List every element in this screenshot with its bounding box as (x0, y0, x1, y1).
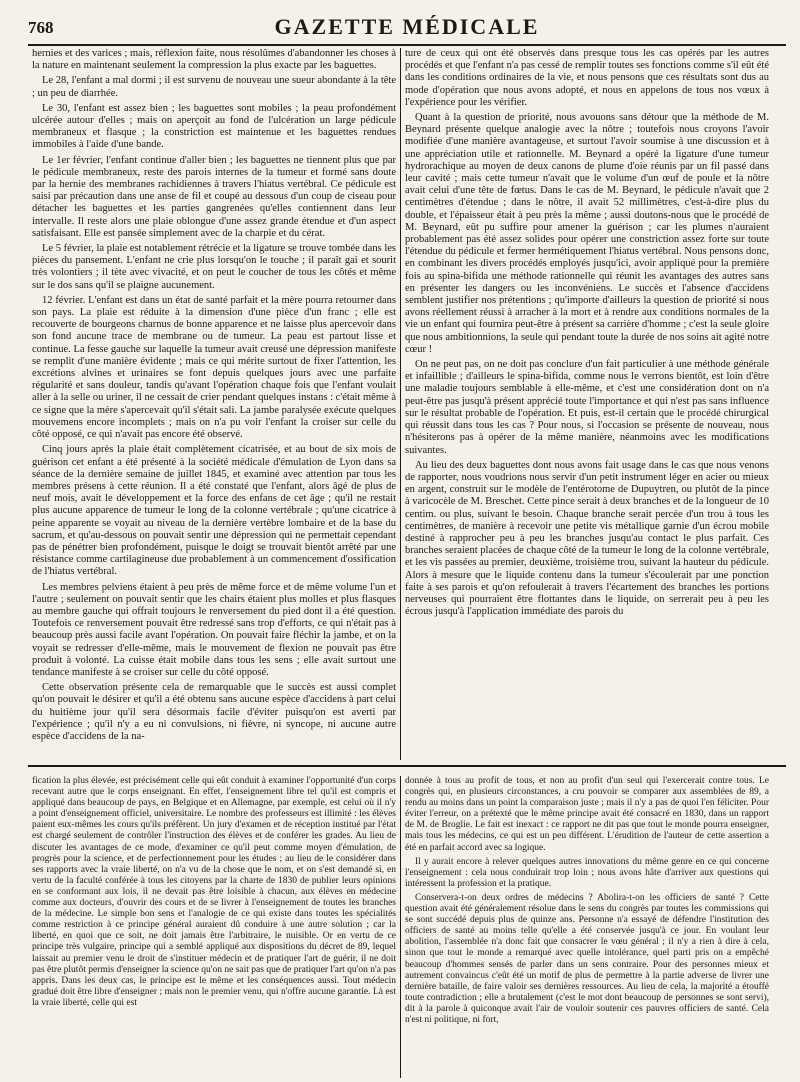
header-rule (28, 44, 786, 46)
column-divider-top (400, 48, 401, 760)
paragraph: fication la plus élevée, est précisément celle qui eût conduit à examiner l'opportunité d'un corps recevant autre que le corps enseignant. En effet, l'enseignement libre tel qu'il est compris et appliqué dans beaucoup de pays, en Belgique et en Allemagne, par exemple, est celui où il n'y a point d'enseignement officiel, universitaire. Le nombre des professeurs est illimité : les élèves paient eux-mêmes les cours qu'ils préfèrent. Un jury d'examen et de réception institué par l'état est chargé seulement de contrôler l'instruction des élèves et de conférer les grades. Au lieu de discuter les avantages de ce mode, d'examiner ce qu'il peut comme moyen d'émulation, de progrès pour la science, et de perfectionnement pour les études ; au lieu de le considérer dans ses rapports avec la vraie liberté, on n'a vu de la chose que le nom, et on s'est demandé si, en vertu de la faculté conférée à tous les citoyens par la charte de 1830 de publier leurs opinions en se conformant aux lois, il ne devait pas être loisible à chacun, aux élèves en médecine comme aux docteurs, d'ouvrir des cours et de se livrer à l'enseignement de toutes les branches de la médecine. Le simple bon sens et l'analogie de ce qui existe dans toutes les spécialités comme restriction à ce principe général auraient dû conduire à une autre solution ; car la liberté, en quoi que ce soit, ne doit jamais être l'arbitraire, le nuisible. Or en vertu de ce principe très vulgaire, principe qui a semblé appliqué aux dispositions du décret de 89, lequel laissait au premier venu le droit de s'instituer médecin et de pratiquer l'art de guérir, il ne doit pas être plutôt permis d'enseigner la science qu'on ne sait pas que de pratiquer l'art qu'on n'a pas appris. Dans les deux cas, le principe est le même et les conséquences aussi. Tout médecin gradué doit être libre d'enseigner ; mais non le premier venu, qui n'offre aucune garantie. Là est la vraie liberté, celle qui est (32, 776, 396, 1008)
column-top-left (32, 48, 396, 760)
paragraph: Le 1er février, l'enfant continue d'aller bien ; les baguettes ne tiennent plus que par le pédicule membraneux, reste des parois internes de la tumeur et formé sans doute par la hernie des membranes rachidiennes à travers l'hiatus vertébral. Ce pédicule est saisi par précaution dans une anse de fil et coupé au dessous d'un coup de ciseau pour détacher les baguettes et les parties gangrenées qu'elles contiennent dans leur intervalle. Il reste alors une plaie oblongue d'une assez grande étendue et d'un aspect satisfaisant. Elle est pansée simplement avec de la charpie et du cérat. (32, 154, 396, 239)
paragraph: On ne peut pas, on ne doit pas conclure d'un fait particulier à une méthode générale et infaillible ; d'ailleurs le spina-bifida, comme nous le verrons bientôt, est loin d'être une maladie toujours semblable à elle-même, et c'est une considération dont on n'a peut-être pas jusqu'à présent apprécié toute l'importance et qui n'est pas sans influence sur le résultat probable de l'opération. Et puis, est-il certain que le procédé chirurgical qui réussit dans tous les cas ? Pour nous, si l'occasion se présente de nouveau, nous n'hésiterons pas à opérer de la même manière, néanmoins avec les modifications suivantes. (405, 359, 769, 456)
paragraph: Cette observation présente cela de remarquable que le succès est aussi complet qu'on pouvait le désirer et qu'il a été obtenu sans aucune espèce d'accidens à part celui du huitième jour qu'il sera désormais facile d'éviter puisqu'on est averti par l'expérience ; qu'il n'y a eu ni convulsions, ni fièvre, ni syncope, ni aucune autre espèce d'accidens de la na- (32, 682, 396, 742)
paragraph: Le 5 février, la plaie est notablement rétrécie et la ligature se trouve tombée dans les pièces du pansement. L'enfant ne crie plus lorsqu'on le touche ; il paraît gai et sourit très volontiers ; il tète avec vivacité, et on peut le coucher de tous les côtés et même sur le dos sans qu'il se plaigne aucunement. (32, 243, 396, 291)
paragraph: Conservera-t-on deux ordres de médecins ? Abolira-t-on les officiers de santé ? Cette question avait été généralement résolue dans le sens du congrès par toutes les commissions qui se sont succédé depuis plus de quinze ans. Personne n'a essayé de défendre l'institution des officiers de santé au moins telle qu'elle a été conservée jusqu'à ce jour. En voulant leur abolition, l'assemblée n'a donc fait que consacrer le vœu général ; il n'y a rien à dire à cela, sinon que tout le monde a remarqué avec quelle intolérance, quel parti pris on a empêché beaucoup d'hommes sensés de parler dans un sens contraire. Pour des personnes mieux et autrement convaincus c'eût été un motif de plus de permettre à la partie adverse de livrer une dernière bataille, de faire valoir ses dernières ressources. Au lieu de cela, la majorité a étouffé toute contradiction ; elle a brutalement (c'est le mot dont beaucoup de personnes se sont servi), dit à la parole à quiconque avait l'air de vouloir soutenir ces pauvres officiers de santé. Cela n'est ni politique, ni fort, (405, 892, 769, 1025)
paragraph: donnée à tous au profit de tous, et non au profit d'un seul qui l'exercerait contre tous. Le congrès qui, en plusieurs circonstances, a cru pouvoir se comparer aux assemblées de 89, a rendu au moins dans un point la comparaison juste ; mais il n'y a pas de quoi l'en féliciter. Pour éviter l'erreur, on a prétexté que le même principe avait été consacré en 1830, dans un rapport de M. de Broglie. Le fait est inexact : ce rapport ne dit pas que tout le monde pourra enseigner, mais tous les médecins, ce qui est un peu différent. L'érudition de l'auteur de cette assertion a été en parfait accord avec sa logique. (405, 776, 769, 853)
paragraph: Le 28, l'enfant a mal dormi ; il est survenu de nouveau une sueur abondante à la tête ; un peu de diarrhée. (32, 75, 396, 99)
paragraph: Il y aurait encore à relever quelques autres innovations du même genre en ce qui concerne l'enseignement : cela nous conduirait trop loin ; nous avons hâte d'arriver aux questions qui intéressent la profession et la pratique. (405, 856, 769, 889)
paragraph: Quant à la question de priorité, nous avouons sans détour que la méthode de M. Beynard présente quelque analogie avec la nôtre ; toutefois nous croyons l'avoir modifiée d'une manière avantageuse, et surtout l'avoir soumise à une discussion et à une appréciation utile et rationnelle. M. Beynard a opéré la ligature d'une tumeur hydrorachique au moyen de deux canons de plume d'oie réunis par un fil passé dans leur cavité ; mais cette tumeur n'avait que le volume d'un œuf de poule et la nôtre avait celui d'une tête de fœtus. Dans le cas de M. Beynard, le pédicule n'avait que 2 centimètres d'étendue ; dans le nôtre, il avait 52 millimètres, c'est-à-dire plus du double, et l'épaisseur était à peu près la même ; aussi doutons-nous que le procédé de M. Beynard, eût pu suffire pour amener la guérison ; car les plumes n'auraient probablement pas été assez solides pour opérer une constriction assez forte sur toute l'étendue du pédicule et fermer hermétiquement l'hiatus vertébral. Nous pensons donc, en combinant les divers procédés employés jusqu'ici, avoir appliqué pour la première fois au spina-bifida une méthode rationnelle qui réunit les avantages des autres sans en présenter les dangers ou les inconvéniens. Le succès et l'absence d'accidens semblent justifier nos prétentions ; qu'importe d'ailleurs la question de priorité si nous avons réellement réussi à arracher à la mort et à rendre aux conditions normales de la vie un enfant qui fournira peut-être à présent sa carrière d'homme ; c'est la seule gloire que nous ambitionnions, la seule qui pendant toute la durée de nos soins ait agité notre cœur ! (405, 112, 769, 355)
page-header (28, 10, 786, 42)
column-top-right (405, 48, 769, 760)
masthead-title: GAZETTE MÉDICALE (274, 14, 540, 39)
column-bottom-right (405, 776, 769, 1078)
section-divider (28, 765, 786, 767)
paragraph: Le 30, l'enfant est assez bien ; les baguettes sont mobiles ; la peau profondément ulcérée autour d'elles ; mais on aperçoit au fond de l'ulcération un large pédicule membraneux et flasque ; la constriction est maintenue et les baguettes rendues immobiles à l'aide d'une bande. (32, 102, 396, 151)
column-divider-bottom (400, 776, 401, 1078)
paragraph: Cinq jours après la plaie était complètement cicatrisée, et au bout de six mois de guérison cet enfant a été présenté à la société médicale d'émulation de Lyon dans sa séance de la dernière semaine de juillet 1845, et examiné avec attention par tous les membres présens à cette réunion. Il a été constaté que l'enfant, alors âgé de plus de neuf mois, avait le développement et la force des enfans de cet âge ; qu'il ne restait plus aucune apparence de tumeur le long de la colonne vertébrale ; qu'une cicatrice à peine apparente se voyait au niveau de la dernière vertèbre lombaire et de la base du sacrum, et qu'au-dessous on pouvait sentir une dépression qui ne permettait cependant pas de pénétrer bien profondément, puisque le doigt se trouvait bientôt arrêté par une résistance comme cartilagineuse due probablement à un commencement d'ossification de l'hiatus vertébral. (32, 444, 396, 578)
paragraph: 12 février. L'enfant est dans un état de santé parfait et la mère pourra retourner dans son pays. La plaie est réduite à la dimension d'une pièce d'un franc ; elle est recouverte de bourgeons charnus de bonne apparence et ne laisse plus apercevoir dans son fond aucune trace de membrane ou de tumeur. La peau est partout lisse et continue. La fesse gauche sur laquelle la tumeur avait creusé une dépression manifeste se remplit d'une manière évidente ; mais ce qui mérite surtout de fixer l'attention, les excrétions alvines et urinaires se font depuis quelques jours avec une parfaite régularité et sans douleur, tandis qu'avant l'opération chaque fois que l'enfant voulait aller à la selle ou uriner, il ne cessait de crier pendant quelques instans : c'était même à ce signe que la mère s'apercevait qu'il s'était sali. La jambe paralysée exécute quelques mouvemens encore incomplets ; mais on n'a pu voir l'enfant la croiser sur celle du côté opposé, ce qui n'avait pas encore été observé. (32, 294, 396, 441)
paragraph: Au lieu des deux baguettes dont nous avons fait usage dans le cas que nous venons de rapporter, nous voudrions nous servir d'un petit instrument léger en acier ou mieux en argent, construit sur le modèle de l'entérotome de Dupuytren, ou plutôt de la pince à varicocèle de M. Breschet. Cette pince serait à deux branches et de la longueur de 10 centim. ou plus, suivant le besoin. Chaque branche serait percée d'un trou à tous les centimètres, de manière à recevoir une petite vis métallique garnie d'un écrou mobile destiné à rapprocher peu à peu les branches jusqu'au contact le plus parfait. Ces branches seraient placées de chaque côté de la tumeur le long de la colonne vertébrale, et les vis passées au premier, deuxième, troisième trou, suivant la hauteur du pédicule. Alors à mesure que le liquide contenu dans la tumeur s'écoulerait par une ponction faite à ses parois et qu'on refoulerait à travers l'écartement des branches les portions nerveuses qui pourraient être flottantes dans le liquide, on serrerait peu à peu les écrous jusqu'à l'application immédiate des parois du (405, 459, 769, 618)
paragraph: Les membres pelviens étaient à peu près de même force et de même volume l'un et l'autre ; seulement on pouvait sentir que les chairs étaient plus molles et plus flasques au membre gauche qui offrait toujours le renversement du pied dont il a été question. Toutefois ce renversement pouvait être redressé sans trop d'efforts, ce qui n'était pas à beaucoup près aussi facile avant l'opération. On pouvait faire fléchir la jambe, et on la voyait se redresser d'elle-même, mais le mouvement de flexion ne pouvait pas être produit à volonté. La cuisse était mobile dans tous les sens ; elle avait surtout une tendance manifeste à se croiser sur celle du côté opposé. (32, 581, 396, 678)
column-bottom-left (32, 776, 396, 1078)
paragraph: ture de ceux qui ont été observés dans presque tous les cas opérés par les autres procédés et que l'enfant n'a pas cessé de remplir toutes ses fonctions comme s'il eût été dans les conditions ordinaires de la vie, et nous pensons que ces résultats sont dus au mode d'opération que nous avons adopté, et nous en appelons de tous nos vœux à l'expérience pour les vérifier. (405, 48, 769, 108)
paragraph: hernies et des varices ; mais, réflexion faite, nous résolûmes d'abandonner les choses à la nature en maintenant seulement la compression la plus exacte par les baguettes. (32, 48, 396, 72)
page-number: 768 (28, 18, 54, 37)
